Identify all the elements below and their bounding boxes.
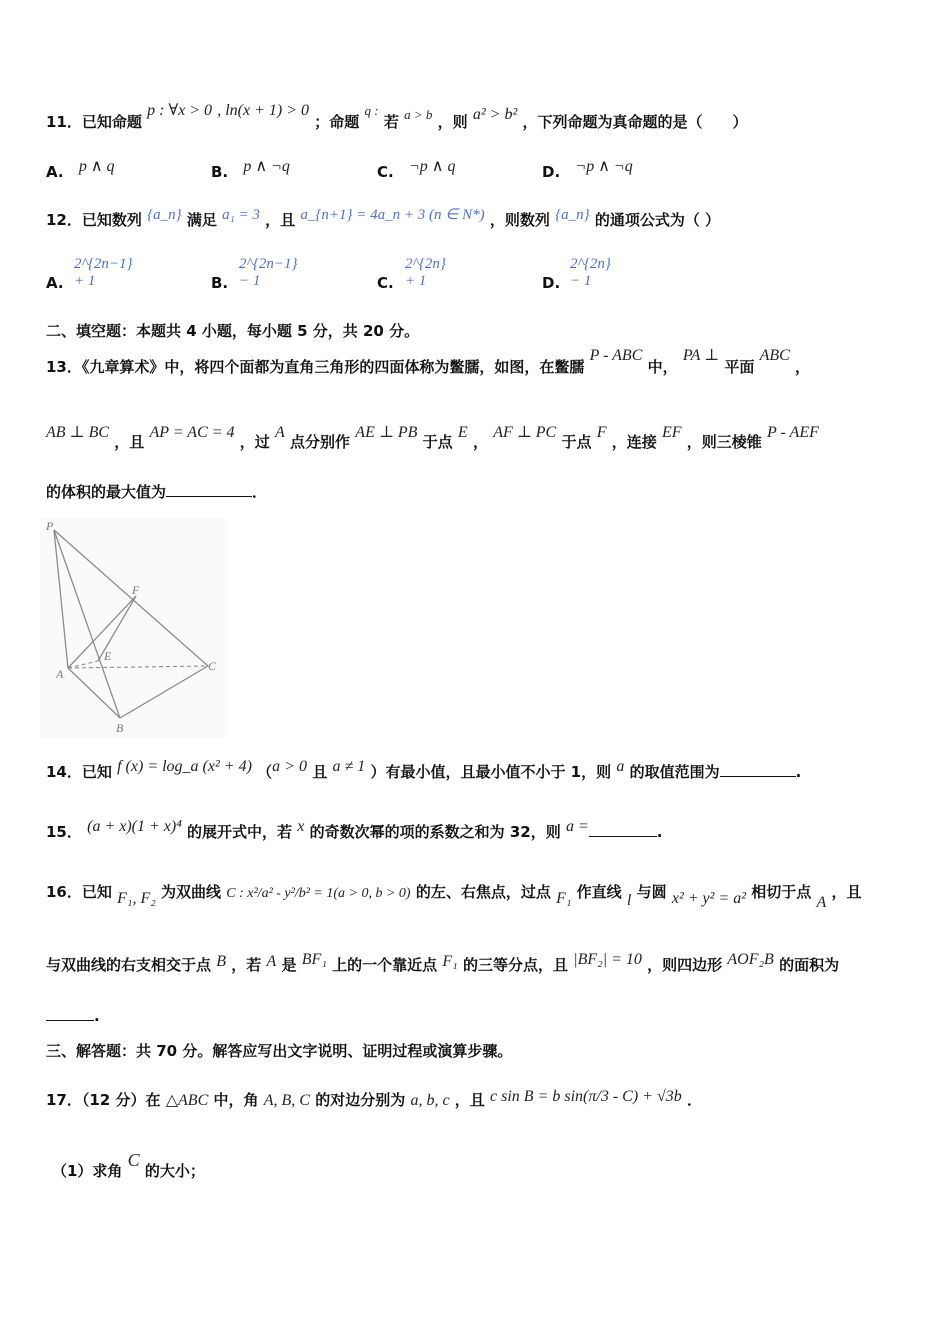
label-e: E — [104, 649, 112, 663]
q16-quad: AOF₂B — [727, 951, 774, 968]
q11-p: p : ∀x > 0 — [147, 102, 212, 119]
q16-t3: 作直线 — [576, 883, 622, 901]
q13-comma: ， — [795, 358, 811, 376]
q16-line1 — [46, 882, 910, 911]
option-expr: 2^{2n} + 1 — [405, 256, 446, 289]
q15-num: 15． — [46, 823, 82, 841]
q13-c2: ， — [472, 433, 488, 451]
q17-part1b: 的大小； — [144, 1162, 205, 1180]
q13-end: ． — [252, 483, 268, 501]
q16-l2a: 与双曲线的右支相交于点 — [46, 956, 212, 974]
q16-l2e: 的三等分点，且 — [462, 956, 568, 974]
q17-num: 17．（12 分）在 — [46, 1091, 161, 1109]
q11-tail: ，下列命题为真命题的是（ ） — [522, 113, 748, 131]
q13-zhong: 中， — [647, 358, 678, 376]
q13-yde: 于点 — [422, 433, 453, 451]
q14-qie: 且 — [312, 763, 328, 781]
q14-f: f (x) = log_a (x² + 4) — [117, 758, 252, 775]
q13-answer-blank — [166, 482, 252, 497]
q17-t2: 的对边分别为 — [315, 1091, 406, 1109]
label-a: A — [56, 667, 64, 681]
q11-then: ，则 — [437, 113, 468, 131]
q16-t2: 的左、右焦点，过点 — [415, 883, 551, 901]
q17-abc: A, B, C — [263, 1092, 310, 1109]
q14-a1: a ≠ 1 — [332, 758, 366, 775]
q12-tail2: 的通项公式为（ ） — [594, 211, 721, 229]
q13-f: F — [596, 424, 607, 441]
q13-a: A — [275, 424, 285, 441]
option-label: A. — [46, 274, 64, 292]
q16-end: . — [94, 1007, 100, 1025]
q17-sides: a, b, c — [410, 1092, 450, 1109]
option-label: A. — [46, 163, 64, 181]
q17-t3: ，且 — [454, 1091, 485, 1109]
q11-option-d — [542, 158, 633, 182]
q14-a0: a > 0 — [272, 758, 307, 775]
q15-answer-blank — [589, 822, 657, 837]
q13-lj: ，连接 — [611, 433, 657, 451]
q16-t4: 与圆 — [636, 883, 667, 901]
q16-answer-blank — [46, 1006, 94, 1021]
q12-seq2: {a_n} — [555, 207, 590, 223]
q13-ab: AB ⊥ BC — [46, 424, 110, 441]
q13-zuo: 点分别作 — [290, 433, 351, 451]
q12-option-a — [46, 256, 133, 292]
q12-and: ，且 — [265, 211, 296, 229]
q13-text3: 的体积的最大值为 — [46, 483, 167, 501]
q11-option-c — [377, 158, 456, 182]
q16-l2g: 的面积为 — [779, 956, 840, 974]
label-p: P — [46, 519, 54, 533]
q16-circle: x² + y² = a² — [671, 890, 747, 907]
q14-paren: （ — [257, 763, 273, 781]
q16-f12: F₁, F₂ — [117, 890, 156, 907]
q14-a: a — [616, 758, 625, 775]
q16-bf2: |BF₂| = 10 — [573, 951, 642, 968]
q17-equation: c sin B = b sin(π/3 - C) + √3b — [490, 1088, 682, 1105]
option-expr: 2^{2n} − 1 — [570, 256, 611, 289]
q11-option-b — [211, 158, 290, 182]
q15-end: . — [656, 823, 663, 841]
q13-plane: 平面 — [724, 358, 755, 376]
q16-line2 — [46, 951, 910, 976]
q12-option-b — [211, 256, 298, 292]
q17-part1 — [52, 1150, 910, 1181]
q16-b: B — [216, 953, 227, 970]
q12-option-c — [377, 256, 446, 292]
q17-line — [46, 1090, 910, 1111]
option-expr: 2^{2n−1} + 1 — [74, 256, 133, 289]
option-label: D. — [542, 274, 561, 292]
q16-num: 16．已知 — [46, 883, 112, 901]
q13-aepb: AE ⊥ PB — [355, 424, 418, 441]
q15-aeq: a = — [565, 818, 589, 835]
q13-ydf: 于点 — [561, 433, 592, 451]
q14-num: 14．已知 — [46, 763, 112, 781]
q13-e: E — [457, 424, 468, 441]
option-expr: 2^{2n−1} − 1 — [239, 256, 298, 289]
q16-l: l — [626, 892, 632, 909]
q16-t1: 为双曲线 — [161, 883, 222, 901]
q15-t1: 的展开式中，若 — [187, 823, 293, 841]
q16-hyperbola: C : x²/a² - y²/b² = 1(a > 0, b > 0) — [226, 886, 411, 901]
q13-pa: PA ⊥ — [682, 347, 720, 364]
q16-l2f: ，则四边形 — [647, 956, 723, 974]
q12-sat: 满足 — [186, 211, 217, 229]
section-2-heading: 二、填空题：本题共 4 小题，每小题 5 分，共 20 分。 — [46, 322, 420, 340]
q17-part1a: （1）求角 — [52, 1162, 123, 1180]
q15-expr: (a + x)(1 + x)⁴ — [87, 818, 182, 835]
q12-init: a₁ = 3 — [222, 207, 260, 223]
option-label: C. — [377, 274, 394, 292]
q13-qie: ，且 — [114, 433, 145, 451]
q16-l2c: 是 — [281, 956, 297, 974]
option-label: B. — [211, 163, 229, 181]
option-expr: p ∧ ¬q — [243, 158, 290, 175]
q13-text1: 13．《九章算术》中，将四个面都为直角三角形的四面体称为鳖臑，如图，在鳖臑 — [46, 358, 585, 376]
option-label: B. — [211, 274, 229, 292]
q16-f1: F₁ — [556, 890, 572, 907]
q13-pabc: P - ABC — [589, 347, 643, 364]
q11-num: 11．已知命题 — [46, 113, 142, 131]
tetrahedron-figure — [40, 518, 225, 738]
q16-l2d: 上的一个靠近点 — [332, 956, 438, 974]
q16-bf1: BF₁ — [301, 951, 327, 968]
q16-a2: A — [266, 953, 277, 970]
q13-paef: P - AEF — [767, 424, 819, 441]
q16-t5: 相切于点 — [751, 883, 812, 901]
q12-rec: a_{n+1} = 4a_n + 3 (n ∈ N*) — [300, 207, 485, 223]
q11-cond: a > b — [404, 107, 433, 122]
q11-concl: a² > b² — [472, 106, 518, 123]
q12-tail1: ，则数列 — [489, 211, 550, 229]
q13-apac: AP = AC = 4 — [149, 424, 235, 441]
q17-t1: 中，角 — [213, 1091, 259, 1109]
q17-end: ． — [686, 1091, 702, 1109]
q13-line3 — [46, 482, 910, 502]
q16-line3 — [46, 1006, 910, 1026]
q13-guo: ，过 — [239, 433, 270, 451]
q15-x: x — [297, 818, 305, 835]
q16-t6: ，且 — [831, 883, 862, 901]
q14-tail2: 的取值范围为 — [629, 763, 720, 781]
q11-line — [46, 102, 910, 133]
q17-c: C — [127, 1150, 140, 1170]
q11-q: q : — [364, 103, 379, 118]
q13-ef: EF — [661, 424, 682, 441]
option-expr: p ∧ q — [78, 158, 115, 175]
q16-f1b: F₁ — [442, 953, 458, 970]
section-3-heading: 三、解答题：共 70 分。解答应写出文字说明、证明过程或演算步骤。 — [46, 1042, 513, 1060]
q14-line — [46, 758, 910, 783]
q13-zsl: ，则三棱锥 — [686, 433, 762, 451]
q15-line — [46, 818, 910, 843]
q12-line — [46, 207, 910, 231]
q16-a: A — [816, 894, 827, 911]
q13-afpc: AF ⊥ PC — [493, 424, 557, 441]
q14-answer-blank — [720, 762, 796, 777]
q13-line1 — [46, 347, 910, 378]
q14-tail: ）有最小值，且最小值不小于 1，则 — [370, 763, 612, 781]
q14-end: . — [795, 763, 802, 781]
q17-tri: △ABC — [165, 1092, 209, 1109]
label-b: B — [116, 721, 124, 735]
option-label: D. — [542, 163, 561, 181]
q12-seq: {a_n} — [147, 207, 182, 223]
q13-abc: ABC — [759, 347, 790, 364]
option-expr: ¬p ∧ ¬q — [575, 158, 633, 175]
q11-mid: ；命题 — [314, 113, 360, 131]
q13-line2 — [46, 424, 910, 453]
option-label: C. — [377, 163, 394, 181]
q11-option-a — [46, 158, 115, 182]
q12-option-d — [542, 256, 611, 292]
q12-num: 12．已知数列 — [46, 211, 142, 229]
label-f: F — [132, 583, 140, 597]
q11-ln: , ln(x + 1) > 0 — [217, 102, 310, 119]
q11-if: 若 — [383, 113, 399, 131]
q16-l2b: ，若 — [231, 956, 262, 974]
label-c: C — [208, 659, 217, 673]
q15-t2: 的奇数次幂的项的系数之和为 32，则 — [309, 823, 561, 841]
option-expr: ¬p ∧ q — [408, 158, 456, 175]
